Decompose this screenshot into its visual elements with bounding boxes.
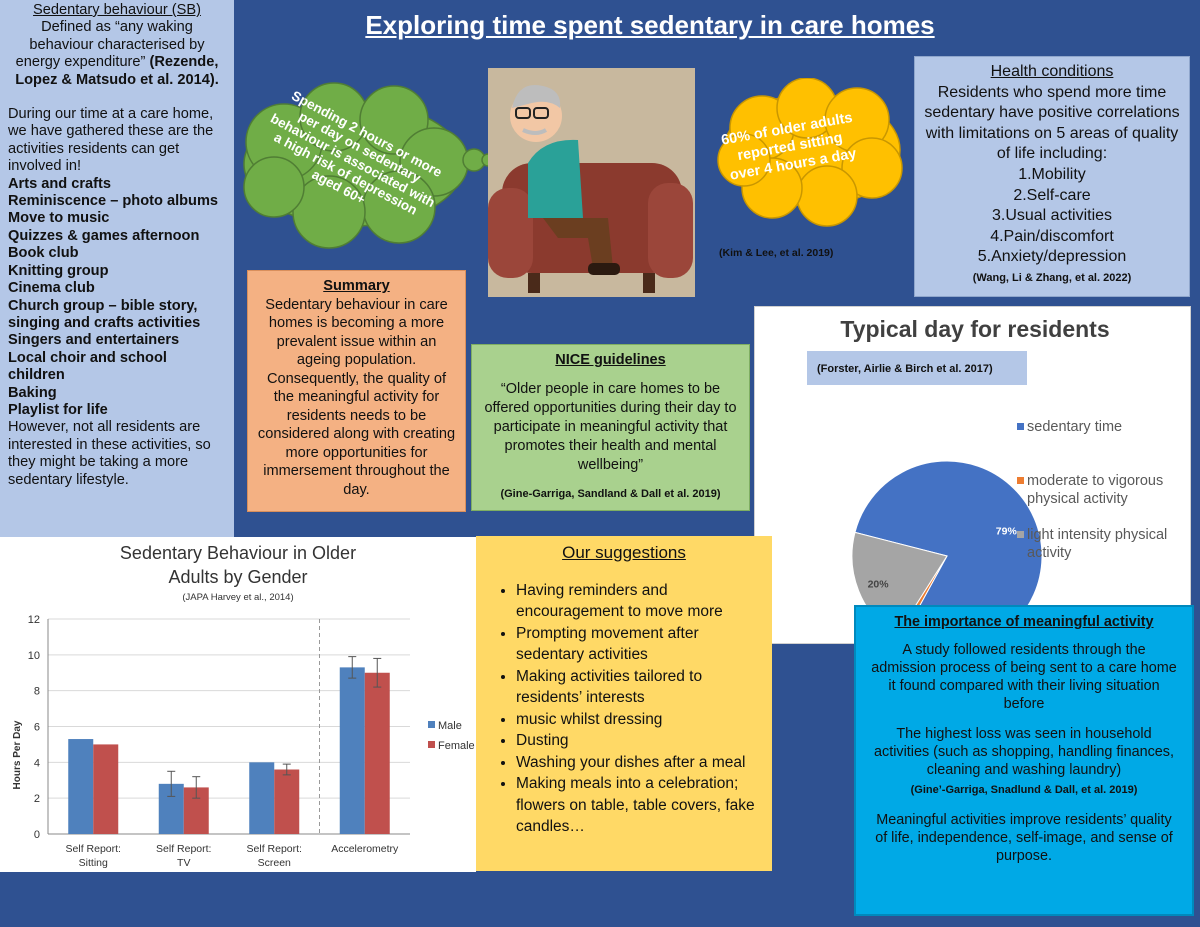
bar-female: [274, 770, 299, 835]
activity-item: Local choir and school children: [8, 349, 167, 384]
bar-legend-swatch: [428, 741, 435, 748]
health-heading: Health conditions: [990, 63, 1114, 80]
bar-male: [68, 739, 93, 834]
activity-item: Quizzes & games afternoon: [8, 227, 200, 244]
bar-chart-panel: [0, 537, 476, 872]
suggestion-item: • Making meals into a celebration; flowers on table, table covers, fake candles…: [516, 773, 762, 838]
activity-item: Cinema club: [8, 280, 95, 297]
importance-p3: Meaningful activities improve residents’ quality of life, independence, self-image, and sense of purpose.: [875, 812, 1173, 864]
bar-male: [340, 667, 365, 834]
activity-item: Singers and entertainers: [8, 332, 180, 349]
bar-xtick-label: Self Report:: [246, 843, 302, 855]
activity-item: Playlist for life: [8, 401, 108, 418]
bar-chart: [0, 537, 476, 872]
health-text: Residents who spend more time sedentary have positive correlations with limitations on 5 areas of quality of life including:: [924, 83, 1180, 163]
pie-legend-swatch: [1017, 477, 1024, 484]
poster-title: Exploring time spent sedentary in care homes: [365, 10, 935, 40]
bar-ytick-label: 0: [33, 829, 40, 841]
sedentary-citation: (Rezende, Lopez & Matsudo et al. 2014).: [15, 54, 219, 88]
pie-legend-line: moderate to vigorous: [1027, 473, 1164, 489]
bar-ytick-label: 2: [33, 793, 40, 806]
nice-citation: (Gine-Garriga, Sandland & Dall et al. 2019): [500, 488, 721, 500]
summary-panel: [247, 270, 466, 512]
bar-female: [365, 673, 390, 834]
bar-ylabel: Hours Per Day: [12, 720, 23, 790]
suggestions-panel: [476, 536, 772, 871]
pie-legend-line: light intensity physical: [1027, 527, 1168, 543]
sedentary-intro: During our time at a care home, we have gathered these are the activities residents can get involved in!: [8, 106, 214, 175]
bar-xtick-label: Self Report:: [156, 843, 212, 855]
activity-item: Reminiscence – photo albums: [8, 193, 219, 210]
bar-xtick-label: Self Report:: [65, 843, 121, 855]
pie-title: Typical day for residents: [840, 316, 1110, 342]
suggestions-heading: Our suggestions: [562, 543, 686, 562]
pie-legend-swatch: [1017, 423, 1024, 430]
bar-ytick-label: 6: [33, 721, 40, 734]
pie-legend-line: sedentary time: [1027, 419, 1123, 435]
sedentary-definition: Defined as “any waking behaviour characterised by energy expenditure”: [15, 19, 205, 71]
bar-legend-label: Male: [438, 720, 462, 732]
suggestion-item: • Making activities tailored to residents’ interests: [516, 666, 762, 709]
green-cloud-text: Spending 2 hours or more per day on sedentary behaviour is associated with a high risk of depression aged 60+: [268, 87, 445, 218]
suggestions-list: [486, 580, 762, 838]
importance-p2: The highest loss was seen in household activities (such as shopping, handling finances, cleaning and washing laundry): [874, 726, 1174, 778]
health-item: 4.Pain/discomfort: [990, 227, 1114, 245]
nice-quote: “Older people in care homes to be offered opportunities during their day to participate in meaningful activity that promotes their health and mental wellbeing”: [484, 381, 737, 473]
suggestion-item: • Washing your dishes after a meal: [516, 752, 762, 774]
pie-legend-line: physical activity: [1027, 491, 1128, 507]
yellow-cloud-text: 60% of older adults reported sitting over 4 hours a day: [720, 109, 858, 184]
health-citation: (Wang, Li & Zhang, et al. 2022): [972, 271, 1132, 284]
health-item: 5.Anxiety/depression: [977, 248, 1127, 266]
bar-xtick-label: Accelerometry: [331, 843, 399, 855]
pie-data-label: 20%: [867, 578, 889, 591]
activity-item: Baking: [8, 384, 57, 401]
importance-heading: The importance of meaningful activity: [894, 614, 1154, 630]
bar-female: [93, 744, 118, 834]
bar-xtick-label: Sitting: [78, 857, 108, 869]
pie-chart: [755, 307, 1192, 645]
suggestion-item: • Prompting movement after sedentary activities: [516, 623, 762, 666]
sedentary-behaviour-panel: [0, 0, 234, 537]
summary-text: Sedentary behaviour in care homes is becoming a more prevalent issue within an ageing population. Consequently, the quality of the meaningful activity for residents needs to be considered along with creating more opportunities for immersement throughout the day.: [257, 296, 456, 498]
bar-subtitle: (JAPA Harvey et al., 2014): [182, 592, 294, 603]
bar-legend-swatch: [428, 721, 435, 728]
cloud-citation: (Kim & Lee, et al. 2019): [719, 247, 834, 259]
activity-item: Move to music: [8, 210, 110, 227]
suggestion-item: • music whilst dressing: [516, 709, 762, 731]
sedentary-heading: Sedentary behaviour (SB): [33, 2, 201, 18]
bar-title-line1: Sedentary Behaviour in Older: [119, 543, 357, 563]
health-item: 3.Usual activities: [991, 207, 1113, 225]
bar-ytick-label: 10: [27, 649, 40, 662]
bar-ytick-label: 4: [33, 757, 40, 770]
bar-title-line2: Adults by Gender: [168, 567, 308, 587]
suggestion-item: • Dusting: [516, 730, 762, 752]
bar-legend-label: Female: [438, 740, 475, 752]
importance-panel: [854, 605, 1194, 916]
importance-p1: A study followed residents through the admission process of being sent to a care home it found compared with their living situation before: [871, 642, 1177, 712]
elderly-man-illustration: [488, 68, 695, 297]
suggestion-item: • Having reminders and encouragement to move more: [516, 580, 762, 623]
health-conditions-panel: [914, 56, 1190, 297]
health-item: 2.Self-care: [1013, 186, 1091, 204]
bar-male: [249, 762, 274, 834]
activity-item: Church group – bible story, singing and crafts activities: [8, 297, 201, 331]
bar-ytick-label: 12: [27, 614, 40, 626]
bar-xtick-label: TV: [177, 857, 191, 869]
pie-legend-swatch: [1017, 531, 1024, 538]
activity-list: [8, 176, 226, 420]
nice-guidelines-panel: [471, 344, 750, 511]
health-item: 1.Mobility: [1018, 165, 1086, 183]
nice-heading: NICE guidelines: [555, 352, 666, 368]
bar-ytick-label: 8: [33, 685, 40, 698]
sedentary-closing: However, not all residents are interested in these activities, so they might be taking a more sedentary lifestyle.: [8, 419, 211, 488]
activity-item: Arts and crafts: [8, 175, 111, 192]
pie-data-label: 79%: [995, 525, 1017, 538]
pie-chart-panel: [754, 306, 1191, 644]
summary-heading: Summary: [323, 278, 390, 294]
importance-citation: (Gine’-Garriga, Snadlund & Dall, et al. 2019): [910, 784, 1138, 796]
pie-legend-line: activity: [1027, 545, 1072, 561]
activity-item: Knitting group: [8, 262, 109, 279]
activity-item: Book club: [8, 245, 79, 262]
bar-xtick-label: Screen: [257, 857, 291, 869]
pie-subtitle: (Forster, Airlie & Birch et al. 2017): [817, 363, 993, 375]
